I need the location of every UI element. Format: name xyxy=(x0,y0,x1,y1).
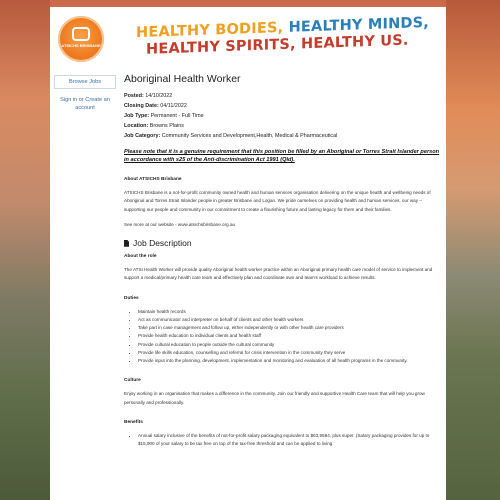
duties-list xyxy=(124,308,440,365)
meta-posted: Posted: 14/10/2022 xyxy=(124,93,173,99)
list-item: • Annual salary inclusive of the benefits of not-for-profit salary packaging equivalent to $63,9594, plus super. (Salary packaging provides for up to $15,900 of your salary to be tax free on top of the tax-free threshold and can be applied to living xyxy=(138,432,440,448)
about-heading: About ATSICHS Brisbane xyxy=(124,177,182,182)
benefits-heading: Benefits xyxy=(124,419,143,425)
role-heading: About the role xyxy=(124,254,157,260)
job-description-heading: Job Description xyxy=(124,238,440,248)
benefits-list xyxy=(124,432,440,448)
banner-word-3: HEALTHY SPIRITS, xyxy=(146,36,296,58)
job-meta xyxy=(124,91,440,141)
eligibility-notice: Please note that it is a genuine requirement that this position be filled by an Aboriginal or Torres Strait Islander person in accordance with s25 of the Anti-discrimination Act 1991 (Qld). xyxy=(124,149,440,163)
browse-jobs-link[interactable]: Browse Jobs xyxy=(54,75,116,89)
list-item: • Provide cultural education to people outside the cultural community xyxy=(138,341,440,349)
website-text: See more at our website - www.atsichsbrisbane.org.au xyxy=(124,221,236,227)
background-right xyxy=(446,0,500,500)
header xyxy=(50,7,446,69)
meta-closing: Closing Date: 04/11/2022 xyxy=(124,103,187,109)
list-item: • Take part in case management and follow up, either independently or with other health care providers xyxy=(138,324,440,332)
sidebar xyxy=(54,75,116,112)
banner-word-1: HEALTHY BODIES, xyxy=(136,19,284,42)
logo-text: ATSICHS BRISBANE xyxy=(61,43,101,48)
signin-link[interactable]: Sign in or Create an account xyxy=(60,97,110,111)
list-item: • Maintain health records xyxy=(138,308,440,316)
list-item: • Act as communicator and interpreter on behalf of clients and other health workers xyxy=(138,316,440,324)
banner-word-4: HEALTHY US. xyxy=(301,32,409,53)
logo[interactable] xyxy=(58,16,104,62)
page xyxy=(50,7,446,500)
meta-location: Location: Browns Plains xyxy=(124,123,184,129)
logo-mark-icon xyxy=(72,27,90,41)
job-content xyxy=(124,73,440,448)
list-item: • Provide input into the planning, development, implementation and monitoring and evaluation of all health programs in the community. xyxy=(138,357,440,365)
role-text: The ATSI Health Worker will provide quality Aboriginal health worker practice within an Aboriginal primary health care model of service to implement and support a medical/primary health care team and effectively plan and coordinate own and team's workload to achieve results. xyxy=(124,267,433,281)
banner-word-2: HEALTHY MINDS, xyxy=(288,14,430,36)
background-left xyxy=(0,0,50,500)
culture-heading: Culture xyxy=(124,378,141,384)
list-item: • Provide life skills education, counselling and referral for crisis intervention in the community they serve xyxy=(138,349,440,357)
duties-heading: Duties xyxy=(124,295,139,301)
about-text: ATSICHS Brisbane is a not-for-profit community owned health and human services organisation delivering on the unique health and wellbeing needs of Aboriginal and Torres Strait Islander people in greater Brisbane and Logan. We pride ourselves on providing health and human services, our way – supporting our people and community in our commitment to create a flourishing future and lasting legacy for them and their families. xyxy=(124,190,431,212)
document-icon xyxy=(124,240,129,247)
list-item: • Provide health education to individual clients and health staff xyxy=(138,332,440,340)
culture-text: Enjoy working in an organisation that makes a difference in the community. Join our friendly and supportive Health Care team that will help you grow personally and professionally. xyxy=(124,391,425,405)
page-title: Aboriginal Health Worker xyxy=(124,73,241,85)
meta-type: Job Type: Permanent - Full Time xyxy=(124,113,204,119)
meta-category: Job Category: Community Services and Development,Health, Medical & Pharmaceutical xyxy=(124,133,338,139)
header-banner xyxy=(136,15,429,59)
